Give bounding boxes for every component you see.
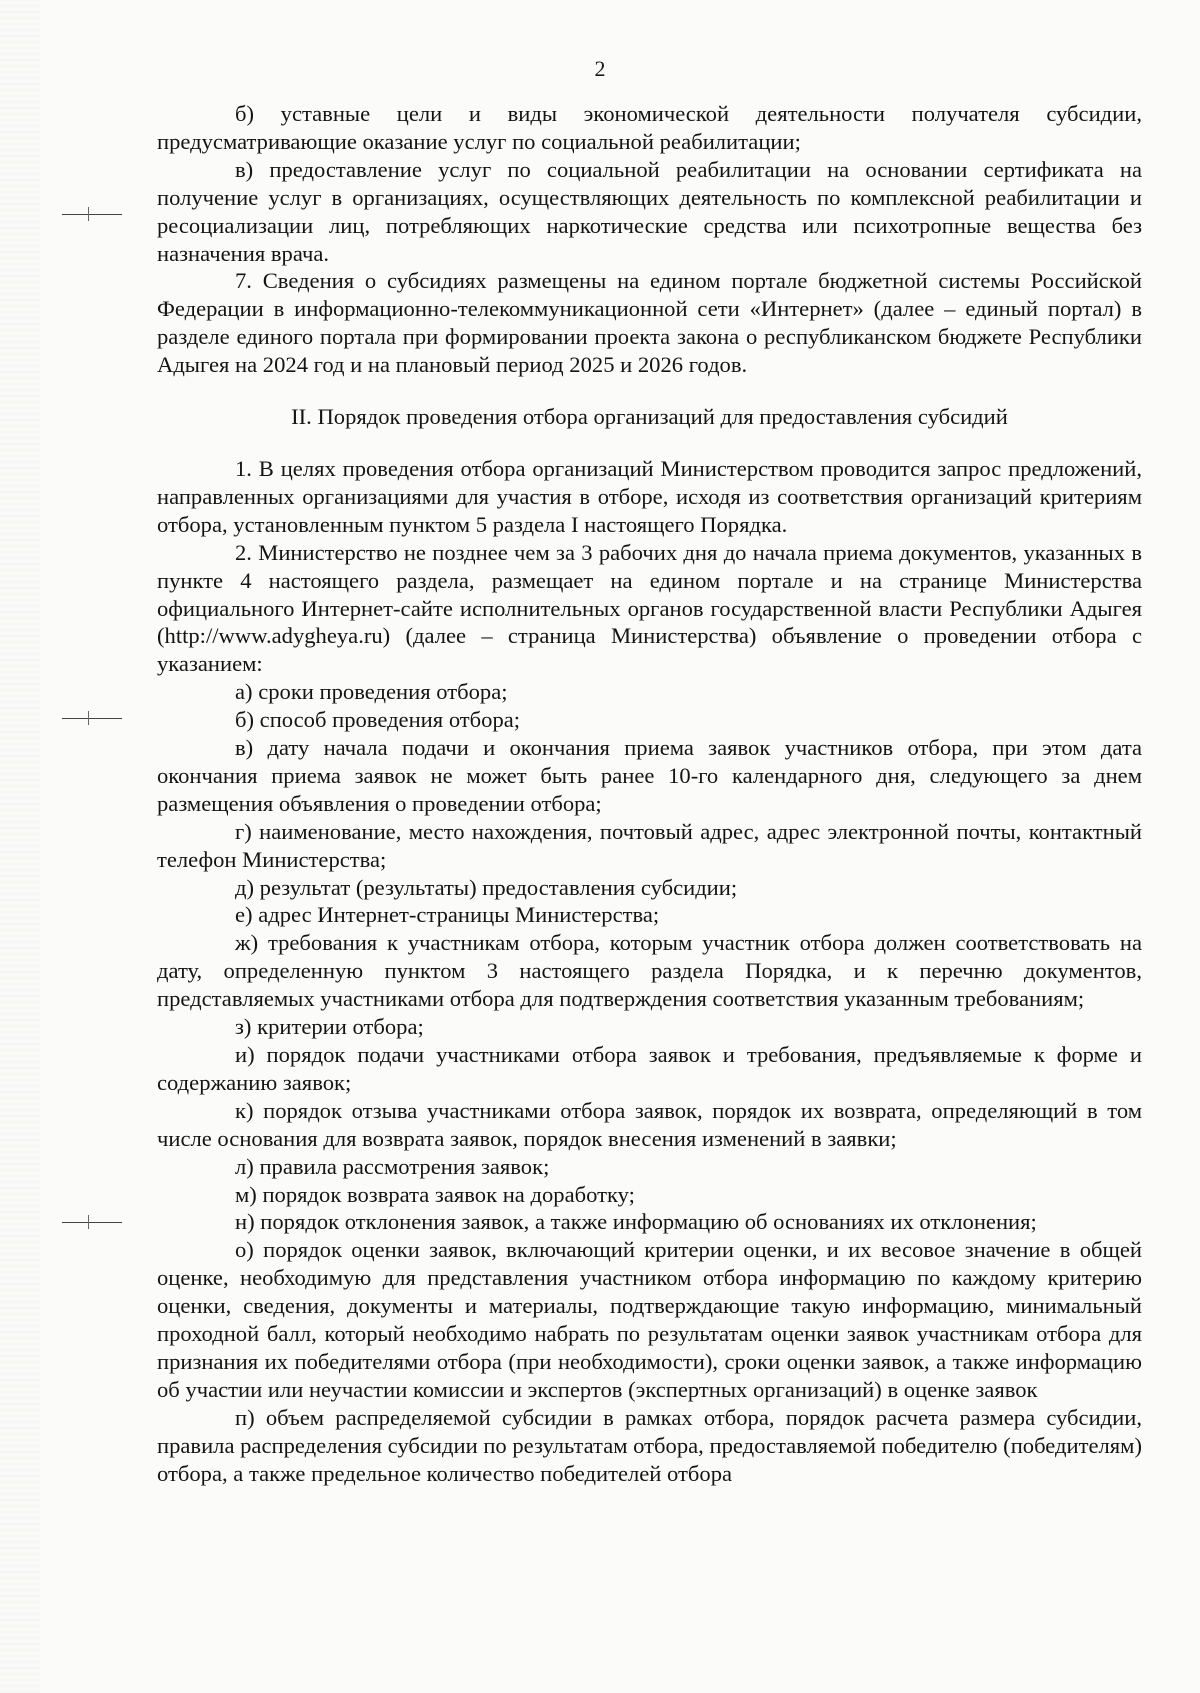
margin-mark (62, 718, 122, 719)
paragraph: 7. Сведения о субсидиях размещены на едином портале бюджетной системы Российской Федерации в информационно-телекоммуникационной сети «Интернет» (далее – единый портал) в разделе единого портала при формировании проекта закона о республиканском бюджете Республики Адыгея на 2024 год и на плановый период 2025 и 2026 годов. (157, 268, 1142, 378)
page-number: 2 (594, 56, 606, 81)
list-item: м) порядок возврата заявок на доработку; (235, 1181, 635, 1207)
list-item: н) порядок отклонения заявок, а также информацию об основаниях их отклонения; (235, 1209, 1037, 1235)
list-item: е) адрес Интернет-страницы Министерства; (235, 902, 660, 928)
paragraph: 1. В целях проведения отбора организаций Министерством проводится запрос предложений, направленных организациями для участия в отборе, исходя из соответствия организаций критериям отбора, установленным пунктом 5 раздела I настоящего Порядка. (157, 455, 1142, 537)
list-item: л) правила рассмотрения заявок; (235, 1153, 550, 1179)
margin-mark (62, 1222, 122, 1223)
list-item: п) объем распределяемой субсидии в рамках отбора, порядок расчета размера субсидии, правила распределения субсидии по результатам отбора, предоставляемой победителю (победителям) отбора, а также предельное количество победителей отбора (157, 1404, 1142, 1486)
list-item: и) порядок подачи участниками отбора заявок и требования, предъявляемые к форме и содержанию заявок; (157, 1042, 1142, 1095)
list-item: г) наименование, место нахождения, почтовый адрес, адрес электронной почты, контактный телефон Министерства; (157, 818, 1142, 872)
list-item: в) дату начала подачи и окончания приема заявок участников отбора, при этом дата окончания приема заявок не может быть ранее 10-го календарного дня, следующего за днем размещения объявления о проведении отбора; (157, 735, 1142, 816)
section-title: II. Порядок проведения отбора организаций для предоставления субсидий (291, 404, 1008, 430)
scan-edge-artifact (0, 0, 40, 1693)
list-item: б) способ проведения отбора; (235, 707, 521, 733)
list-item: к) порядок отзыва участниками отбора заявок, порядок их возврата, определяющий в том числе основания для возврата заявок, порядок внесения изменений в заявки; (157, 1097, 1142, 1151)
list-item: ж) требования к участникам отбора, которым участник отбора должен соответствовать на дату, определенную пунктом 3 настоящего раздела Порядка, и к перечню документов, представляемых участниками отбора для подтверждения соответствия указанным требованиям; (157, 930, 1142, 1012)
list-item: о) порядок оценки заявок, включающий критерии оценки, и их весовое значение в общей оценке, необходимую для представления участником отбора информацию по каждому критерию оценки, сведения, документы и материалы, подтверждающие такую информацию, минимальный проходной балл, который необходимо набрать по результатам оценки заявок участникам отбора для признания их победителями отбора (при необходимости), сроки оценки заявок, а также информацию об участии или неучастии комиссии и экспертов (экспертных организаций) в оценке заявок (157, 1237, 1142, 1402)
list-item: а) сроки проведения отбора; (235, 679, 508, 705)
paragraph: б) уставные цели и виды экономической деятельности получателя субсидии, предусматривающие оказание услуг по социальной реабилитации; (157, 101, 1142, 154)
margin-mark (62, 214, 122, 215)
list-item: д) результат (результаты) предоставления субсидии; (235, 874, 738, 900)
list-item: з) критерии отбора; (235, 1014, 424, 1040)
paragraph: в) предоставление услуг по социальной реабилитации на основании сертификата на получение услуг в организациях, осуществляющих деятельность по комплексной реабилитации и ресоциализации лиц, потребляющих наркотические средства или психотропные вещества без назначения врача. (157, 156, 1142, 266)
document-body (157, 100, 1142, 1488)
paragraph: 2. Министерство не позднее чем за 3 рабочих дня до начала приема документов, указанных в пункте 4 настоящего раздела, размещает на едином портале и на странице Министерства официального Интернет-сайте исполнительных органов государственной власти Республики Адыгея (http://www.adygheya.ru) (далее – страница Министерства) объявление о проведении отбора с указанием: (157, 539, 1142, 677)
